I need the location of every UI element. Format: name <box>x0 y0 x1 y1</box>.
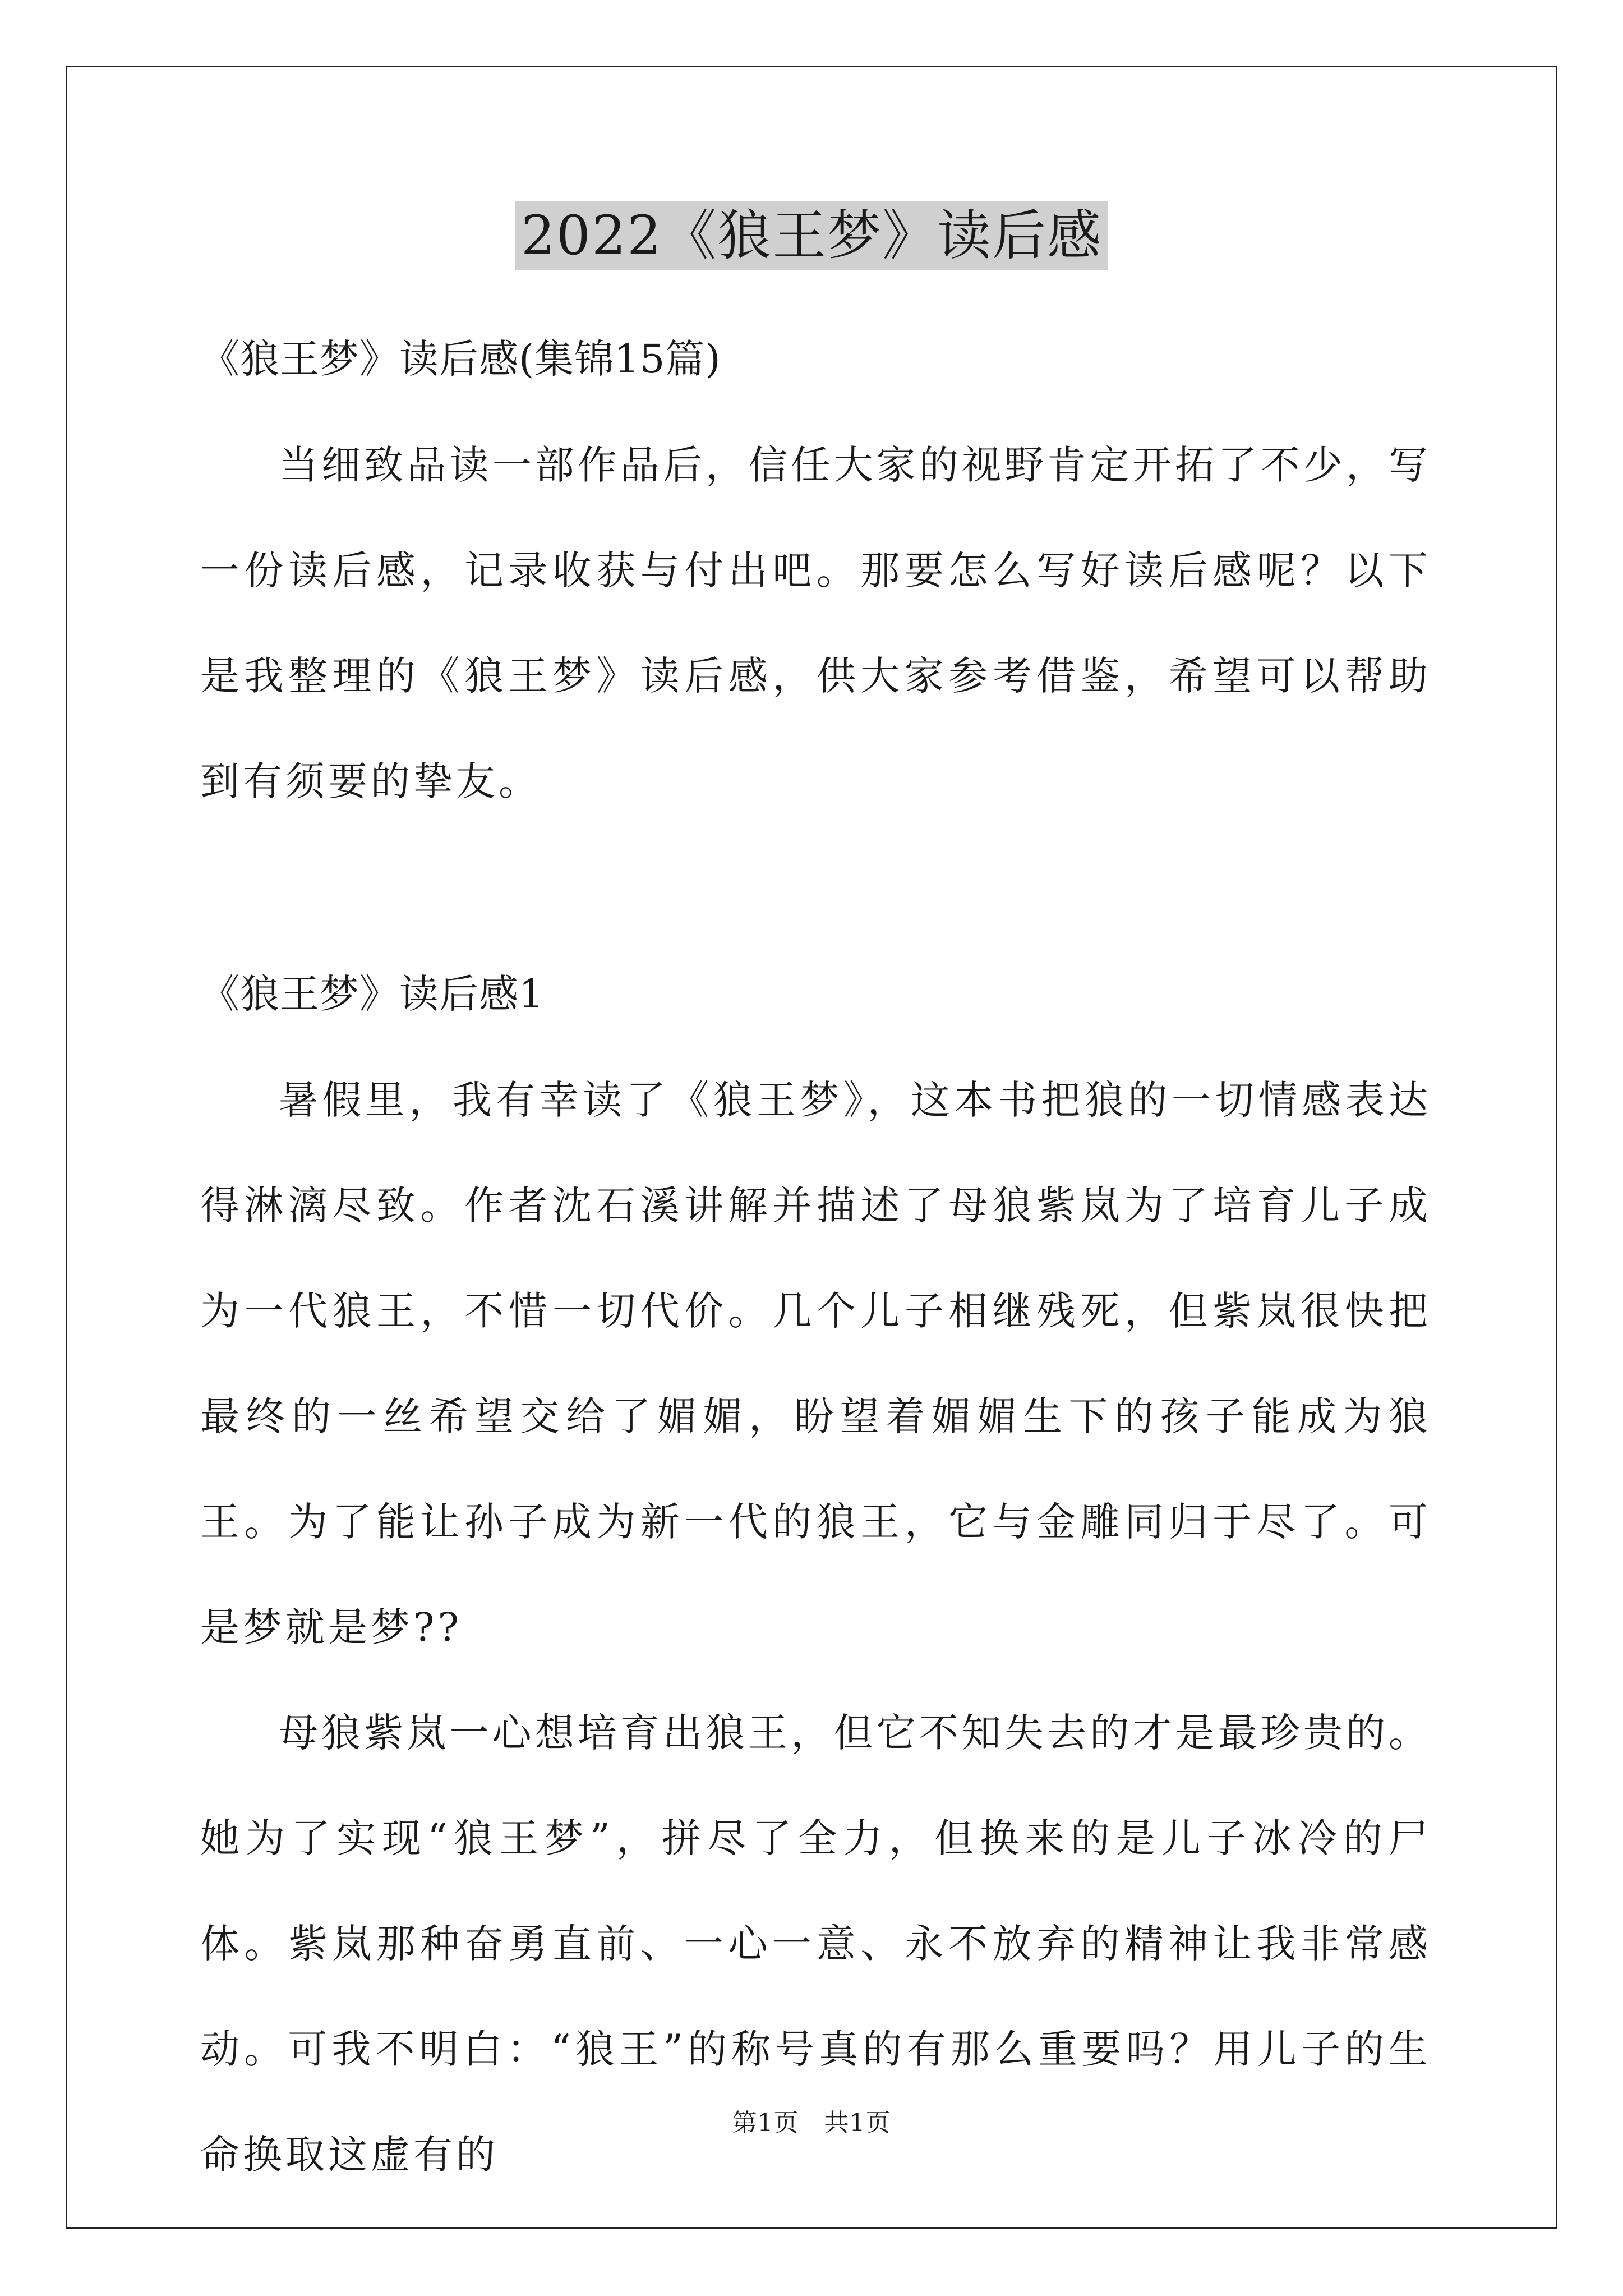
document-subtitle: 《狼王梦》读后感(集锦15篇) <box>200 336 721 382</box>
body-paragraph: 暑假里，我有幸读了《狼王梦》，这本书把狼的一切情感表达得淋漓尽致。作者沈石溪讲解并描述了母狼紫岚为了培育儿子成为一代狼王，不惜一切代价。几个儿子相继残死，但紫岚很快把最终的一丝希望交给了媚媚，盼望着媚媚生下的孩子能成为狼王。为了能让孙子成为新一代的狼王，它与金雕同归于尽了。可是梦就是梦?? <box>200 1077 1431 1650</box>
document-title <box>0 196 1623 275</box>
intro-paragraph: 当细致品读一部作品后，信任大家的视野肯定开拓了不少，写一份读后感，记录收获与付出吧。那要怎么写好读后感呢？以下是我整理的《狼王梦》读后感，供大家参考借鉴，希望可以帮助到有须要的挚友。 <box>200 442 1431 804</box>
document-title-text: 2022《狼王梦》读后感 <box>515 201 1108 270</box>
body-paragraph: 母狼紫岚一心想培育出狼王，但它不知失去的才是最珍贵的。她为了实现“狼王梦”，拼尽了全力，但换来的是儿子冰冷的尸体。紫岚那种奋勇直前、一心一意、永不放弃的精神让我非常感动。可我不明白：“狼王”的称号真的有那么重要吗？用儿子的生命换取这虚有的 <box>200 1710 1431 2178</box>
page-footer: 第1页 共1页 <box>732 2109 891 2137</box>
document-body <box>200 306 1431 2207</box>
section-heading: 《狼王梦》读后感1 <box>200 971 545 1017</box>
section-spacer <box>200 834 1431 941</box>
